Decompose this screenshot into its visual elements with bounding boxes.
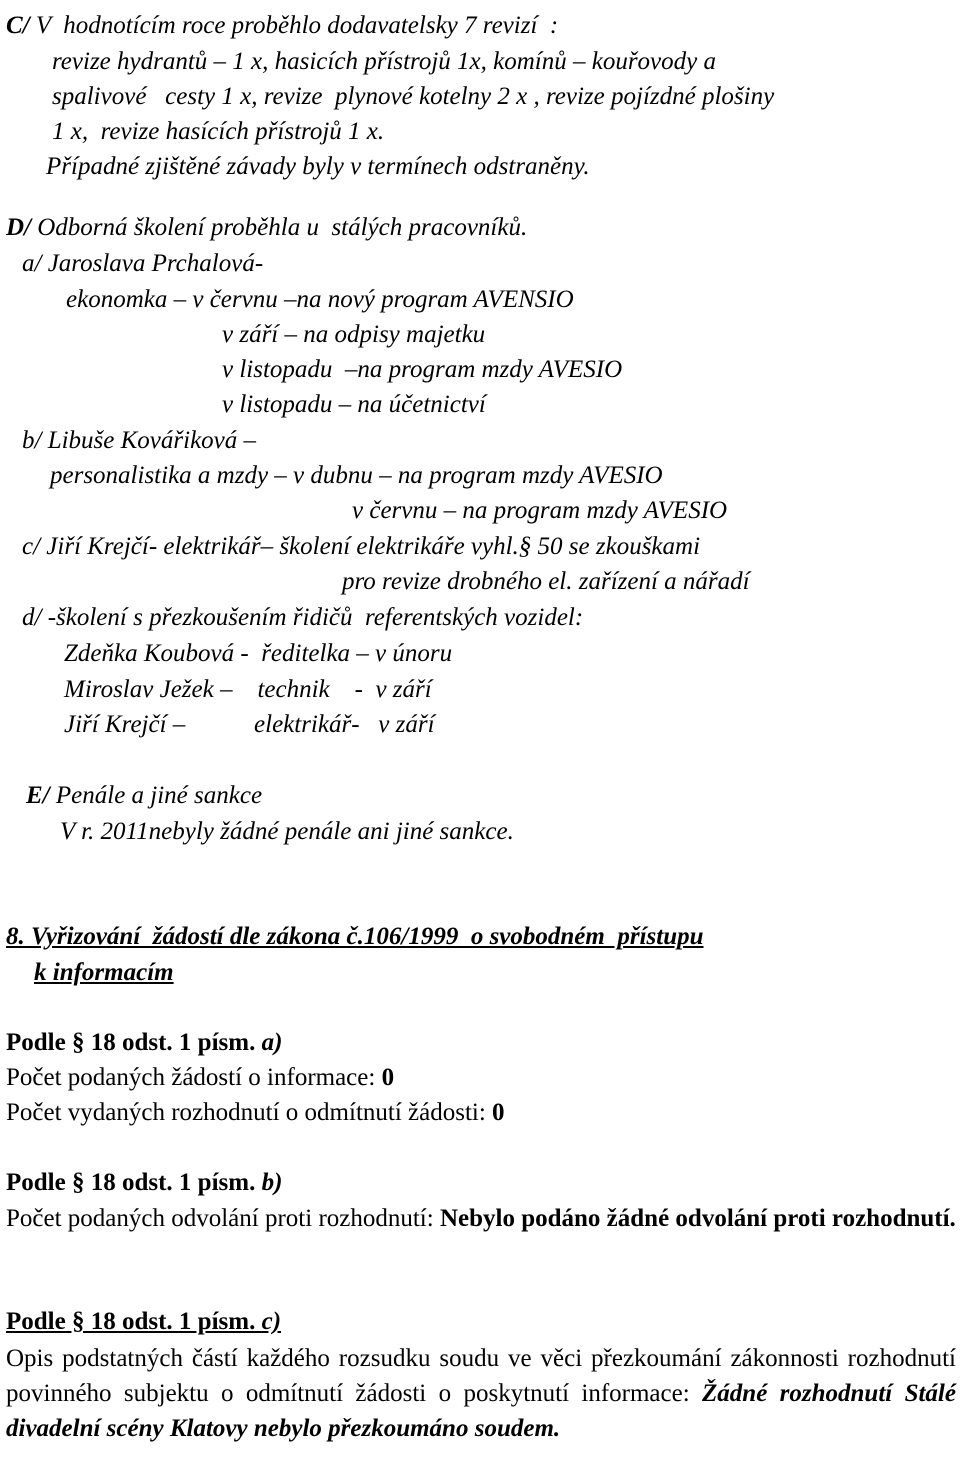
appeals-label: Počet podaných odvolání proti rozhodnutí: <box>6 1205 440 1232</box>
section-d-a2: ekonomka – v červnu –na nový program AVENSIO <box>66 286 574 313</box>
section-d-text: Odborná školení proběhla u stálých pracovníků. <box>31 214 528 241</box>
subsection-c-heading <box>6 1308 281 1336</box>
section-d-line-1 <box>6 214 527 242</box>
subsection-b-paragraph <box>6 1201 956 1236</box>
section-d-d3: Miroslav Ježek – technik - v září <box>64 676 432 703</box>
subsection-c-letter: c) <box>261 1308 282 1335</box>
requests-count-value: 0 <box>381 1064 395 1091</box>
section-d-a5: v listopadu – na účetnictví <box>222 391 486 418</box>
section-d-marker: D/ <box>6 214 31 241</box>
section-d-b1: b/ Libuše Kovářiková – <box>22 427 257 454</box>
section-8-title: 8. Vyřizování žádostí dle zákona č.106/1999 o svobodném přístupu <box>6 923 704 950</box>
section-e-text: Penále a jiné sankce <box>49 782 263 809</box>
subsection-b-letter: b) <box>261 1169 283 1196</box>
refusals-count-value: 0 <box>492 1099 505 1126</box>
requests-count-label: Počet podaných žádostí o informace: <box>6 1064 382 1091</box>
section-8-title-cont: k informacím <box>34 959 174 986</box>
section-d-d4: Jiří Krejčí – elektrikář- v září <box>64 711 435 738</box>
court-review-label: Opis podstatných částí každého rozsudku soudu ve věci přezkoumání zákonnosti rozhodnutí povinného subjektu o odmítnutí žádosti o poskytnutí informace: <box>6 1345 956 1407</box>
section-d-a1: a/ Jaroslava Prchalová- <box>22 250 264 277</box>
subsection-b-law: Podle § 18 odst. 1 písm. <box>6 1169 262 1196</box>
subsection-a-line-1 <box>6 1064 394 1092</box>
subsection-a-law: Podle § 18 odst. 1 písm. <box>6 1029 262 1056</box>
section-d-b3: v červnu – na program mzdy AVESIO <box>352 497 728 524</box>
subsection-a-letter: a) <box>261 1029 283 1056</box>
section-c-text: V hodnotícím roce proběhlo dodavatelsky 7 revizí : <box>29 12 559 39</box>
section-c-line-4: 1 x, revize hasících přístrojů 1 x. <box>52 118 385 145</box>
section-c-line-5: Případné zjištěné závady byly v termínech odstraněny. <box>46 153 590 180</box>
section-d-d1: d/ -školení s přezkoušením řidičů referentských vozidel: <box>22 604 584 631</box>
appeals-value: Nebylo podáno žádné odvolání proti rozhodnutí. <box>439 1205 956 1232</box>
subsection-c-paragraph <box>6 1341 956 1446</box>
section-e-line-2: V r. 2011nebyly žádné penále ani jiné sankce. <box>60 818 514 845</box>
subsection-b-heading <box>6 1169 282 1197</box>
refusals-count-label: Počet vydaných rozhodnutí o odmítnutí žádosti: <box>6 1099 493 1126</box>
section-d-c2: pro revize drobného el. zařízení a nářadí <box>342 568 750 595</box>
subsection-a-line-2 <box>6 1099 505 1127</box>
section-e-line-1 <box>26 782 262 810</box>
section-d-d2: Zdeňka Koubová - ředitelka – v únoru <box>64 640 453 667</box>
section-c-line-3: spalivové cesty 1 x, revize plynové kotelny 2 x , revize pojízdné plošiny <box>52 83 775 110</box>
section-e-marker: E/ <box>26 782 50 809</box>
section-c-line-2: revize hydrantů – 1 x, hasicích přístrojů 1x, komínů – kouřovody a <box>52 48 717 75</box>
section-d-b2: personalistika a mzdy – v dubnu – na program mzdy AVESIO <box>50 462 663 489</box>
subsection-c-law: Podle § 18 odst. 1 písm. <box>6 1308 262 1335</box>
court-review-value: Žádné rozhodnutí Stálé divadelní scény Klatovy nebylo přezkoumáno soudem. <box>6 1380 956 1442</box>
section-c-line-1 <box>6 12 558 40</box>
section-c-marker: C/ <box>6 12 30 39</box>
section-d-c1: c/ Jiří Krejčí- elektrikář– školení elektrikáře vyhl.§ 50 se zkouškami <box>22 533 701 560</box>
subsection-a-heading <box>6 1029 282 1057</box>
section-d-a4: v listopadu –na program mzdy AVESIO <box>222 356 623 383</box>
section-d-a3: v září – na odpisy majetku <box>222 321 486 348</box>
